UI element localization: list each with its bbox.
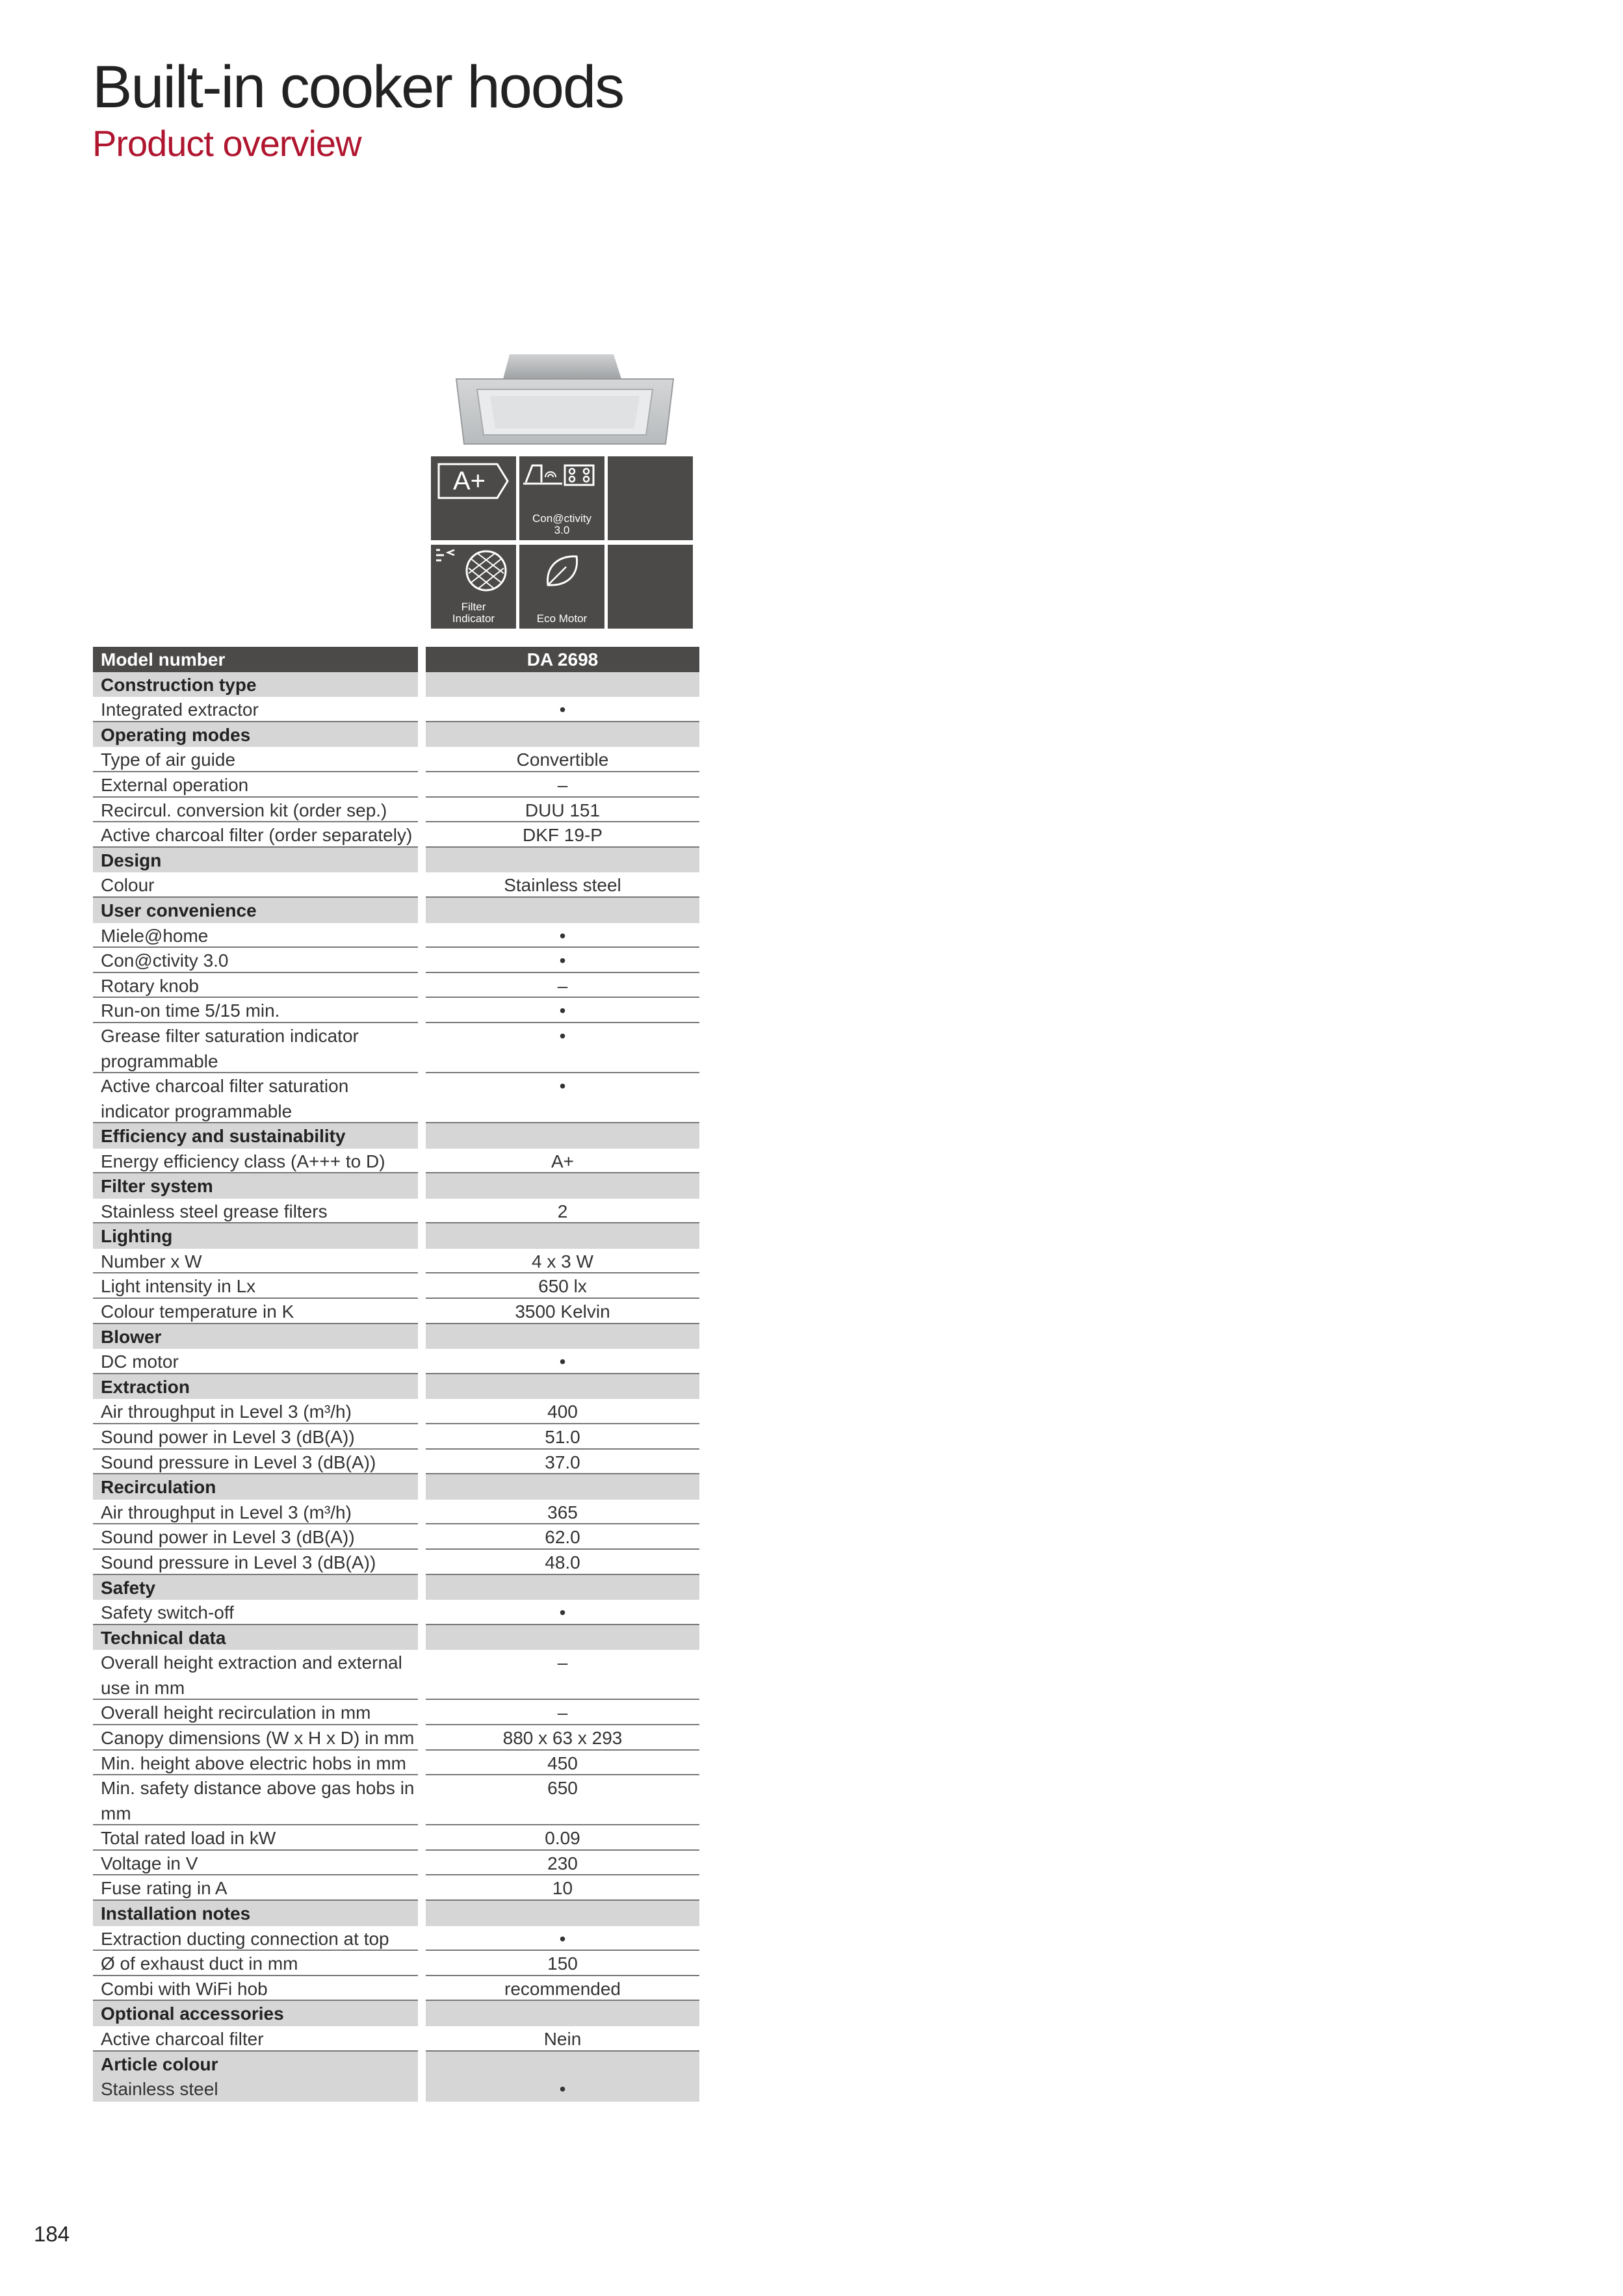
spec-value: – bbox=[426, 1700, 699, 1725]
page-number: 184 bbox=[34, 2222, 70, 2246]
spec-row bbox=[93, 1851, 699, 1876]
spec-row bbox=[93, 772, 699, 798]
spec-value: Stainless steel bbox=[426, 872, 699, 898]
energy-class-label: A+ bbox=[453, 467, 486, 495]
spec-label: Safety bbox=[93, 1575, 418, 1600]
spec-row bbox=[93, 747, 699, 772]
spec-row bbox=[93, 872, 699, 898]
spec-value: 51.0 bbox=[426, 1424, 699, 1450]
spec-label: Colour temperature in K bbox=[93, 1299, 418, 1324]
spec-value: – bbox=[426, 772, 699, 798]
spec-label: External operation bbox=[93, 772, 418, 798]
spec-value: • bbox=[426, 1600, 699, 1625]
filter-indicator-caption: Filter Indicator bbox=[452, 600, 495, 625]
spec-label: Lighting bbox=[93, 1223, 418, 1249]
spec-row bbox=[93, 1199, 699, 1224]
spec-value bbox=[426, 1223, 699, 1249]
spec-label: Overall height recirculation in mm bbox=[93, 1700, 418, 1725]
empty-tile bbox=[608, 456, 693, 540]
spec-value: recommended bbox=[426, 1976, 699, 2002]
spec-label: DC motor bbox=[93, 1349, 418, 1374]
spec-label: Active charcoal filter (order separately) bbox=[93, 822, 418, 848]
spec-row bbox=[93, 923, 699, 948]
spec-value: • bbox=[426, 697, 699, 722]
spec-value: • bbox=[426, 1073, 699, 1123]
spec-row bbox=[93, 697, 699, 722]
spec-value: 880 x 63 x 293 bbox=[426, 1725, 699, 1751]
spec-label: Recirculation bbox=[93, 1474, 418, 1500]
spec-label: Safety switch-off bbox=[93, 1600, 418, 1625]
spec-label: Blower bbox=[93, 1324, 418, 1350]
spec-value: – bbox=[426, 973, 699, 998]
eco-motor-tile bbox=[519, 545, 604, 629]
cooker-hood-product-image bbox=[451, 353, 679, 447]
spec-row bbox=[93, 1399, 699, 1424]
section-header-row bbox=[93, 2001, 699, 2026]
connectivity-tile bbox=[519, 456, 604, 540]
spec-value: 650 lx bbox=[426, 1273, 699, 1299]
feature-icons-grid bbox=[431, 456, 694, 632]
empty-tile bbox=[608, 545, 693, 629]
spec-row bbox=[93, 1299, 699, 1324]
spec-value: A+ bbox=[426, 1149, 699, 1174]
spec-value: 365 bbox=[426, 1500, 699, 1525]
spec-value: 450 bbox=[426, 1751, 699, 1776]
spec-value bbox=[426, 1575, 699, 1600]
page-subtitle: Product overview bbox=[92, 123, 361, 164]
spec-label: Total rated load in kW bbox=[93, 1825, 418, 1851]
spec-row bbox=[93, 1775, 699, 1825]
spec-value: • bbox=[426, 1349, 699, 1374]
spec-value bbox=[426, 1901, 699, 1926]
spec-row bbox=[93, 2076, 699, 2102]
spec-label: Sound power in Level 3 (dB(A)) bbox=[93, 1524, 418, 1550]
spec-label: Technical data bbox=[93, 1625, 418, 1650]
spec-row bbox=[93, 1450, 699, 1475]
section-header-row bbox=[93, 1901, 699, 1926]
spec-label: Sound pressure in Level 3 (dB(A)) bbox=[93, 1450, 418, 1475]
spec-row bbox=[93, 1650, 699, 1700]
section-header-row bbox=[93, 672, 699, 698]
spec-label: Ø of exhaust duct in mm bbox=[93, 1951, 418, 1976]
spec-value bbox=[426, 2001, 699, 2026]
spec-row bbox=[93, 1149, 699, 1174]
spec-row bbox=[93, 1600, 699, 1625]
spec-label: Rotary knob bbox=[93, 973, 418, 998]
spec-row bbox=[93, 1500, 699, 1525]
spec-row bbox=[93, 1524, 699, 1550]
energy-label-tile bbox=[431, 456, 516, 540]
section-header-row bbox=[93, 722, 699, 748]
spec-label: Active charcoal filter bbox=[93, 2026, 418, 2052]
spec-row bbox=[93, 798, 699, 823]
spec-value bbox=[426, 848, 699, 873]
spec-row bbox=[93, 1976, 699, 2002]
section-header-row bbox=[93, 2052, 699, 2077]
spec-value: 650 bbox=[426, 1775, 699, 1825]
section-header-row bbox=[93, 1575, 699, 1600]
spec-value: DKF 19-P bbox=[426, 822, 699, 848]
spec-label: Fuse rating in A bbox=[93, 1875, 418, 1901]
spec-value bbox=[426, 722, 699, 748]
spec-value: • bbox=[426, 998, 699, 1023]
spec-value: DA 2698 bbox=[426, 647, 699, 672]
section-header-row bbox=[93, 1324, 699, 1350]
spec-value: • bbox=[426, 2076, 699, 2102]
spec-label: Number x W bbox=[93, 1249, 418, 1274]
spec-row bbox=[93, 1751, 699, 1776]
spec-value: 150 bbox=[426, 1951, 699, 1976]
spec-label: Design bbox=[93, 848, 418, 873]
spec-label: Run-on time 5/15 min. bbox=[93, 998, 418, 1023]
spec-row bbox=[93, 1249, 699, 1274]
section-header-row bbox=[93, 1474, 699, 1500]
section-header-row bbox=[93, 1223, 699, 1249]
section-header-row bbox=[93, 1625, 699, 1650]
spec-label: Type of air guide bbox=[93, 747, 418, 772]
spec-label: Con@ctivity 3.0 bbox=[93, 948, 418, 973]
spec-label: Recircul. conversion kit (order sep.) bbox=[93, 798, 418, 823]
spec-label: Extraction bbox=[93, 1374, 418, 1400]
spec-label: Miele@home bbox=[93, 923, 418, 948]
spec-row bbox=[93, 1023, 699, 1073]
spec-label: Integrated extractor bbox=[93, 697, 418, 722]
spec-label: Air throughput in Level 3 (m³/h) bbox=[93, 1500, 418, 1525]
spec-value bbox=[426, 1173, 699, 1199]
spec-label: Filter system bbox=[93, 1173, 418, 1199]
section-header-row bbox=[93, 848, 699, 873]
spec-row bbox=[93, 1073, 699, 1123]
spec-label: User convenience bbox=[93, 898, 418, 923]
spec-label: Colour bbox=[93, 872, 418, 898]
spec-value: Nein bbox=[426, 2026, 699, 2052]
spec-label: Optional accessories bbox=[93, 2001, 418, 2026]
spec-value: • bbox=[426, 948, 699, 973]
section-header-row bbox=[93, 1173, 699, 1199]
model-number-row bbox=[93, 647, 699, 672]
spec-value bbox=[426, 898, 699, 923]
spec-label: Efficiency and sustainability bbox=[93, 1123, 418, 1149]
spec-value bbox=[426, 1324, 699, 1350]
spec-value: 37.0 bbox=[426, 1450, 699, 1475]
spec-value bbox=[426, 2052, 699, 2077]
spec-row bbox=[93, 998, 699, 1023]
spec-row bbox=[93, 1349, 699, 1374]
spec-label: Sound pressure in Level 3 (dB(A)) bbox=[93, 1550, 418, 1575]
spec-label: Min. height above electric hobs in mm bbox=[93, 1751, 418, 1776]
spec-value bbox=[426, 672, 699, 698]
spec-label: Grease filter saturation indicator programmable bbox=[93, 1023, 418, 1073]
spec-value: 4 x 3 W bbox=[426, 1249, 699, 1274]
spec-label: Installation notes bbox=[93, 1901, 418, 1926]
spec-label: Light intensity in Lx bbox=[93, 1273, 418, 1299]
section-header-row bbox=[93, 1374, 699, 1400]
spec-label: Voltage in V bbox=[93, 1851, 418, 1876]
spec-value: 230 bbox=[426, 1851, 699, 1876]
spec-label: Stainless steel grease filters bbox=[93, 1199, 418, 1224]
spec-row bbox=[93, 1700, 699, 1725]
spec-label: Operating modes bbox=[93, 722, 418, 748]
spec-row bbox=[93, 1273, 699, 1299]
spec-row bbox=[93, 1725, 699, 1751]
spec-label: Sound power in Level 3 (dB(A)) bbox=[93, 1424, 418, 1450]
spec-value bbox=[426, 1123, 699, 1149]
spec-value: 2 bbox=[426, 1199, 699, 1224]
spec-value: 400 bbox=[426, 1399, 699, 1424]
spec-row bbox=[93, 1825, 699, 1851]
spec-label: Article colour bbox=[93, 2052, 418, 2077]
spec-label: Combi with WiFi hob bbox=[93, 1976, 418, 2002]
spec-label: Air throughput in Level 3 (m³/h) bbox=[93, 1399, 418, 1424]
eco-motor-caption: Eco Motor bbox=[536, 612, 588, 625]
spec-row bbox=[93, 1424, 699, 1450]
spec-label: Min. safety distance above gas hobs in mm bbox=[93, 1775, 418, 1825]
section-header-row bbox=[93, 898, 699, 923]
spec-value bbox=[426, 1474, 699, 1500]
spec-value: 10 bbox=[426, 1875, 699, 1901]
spec-value: • bbox=[426, 1023, 699, 1073]
spec-value bbox=[426, 1374, 699, 1400]
spec-value bbox=[426, 1625, 699, 1650]
connectivity-caption: Con@ctivity 3.0 bbox=[532, 512, 591, 537]
spec-label: Energy efficiency class (A+++ to D) bbox=[93, 1149, 418, 1174]
spec-row bbox=[93, 822, 699, 848]
spec-value: • bbox=[426, 1926, 699, 1951]
spec-row bbox=[93, 1926, 699, 1951]
spec-value: 62.0 bbox=[426, 1524, 699, 1550]
spec-label: Model number bbox=[93, 647, 418, 672]
spec-row bbox=[93, 973, 699, 998]
page-title: Built-in cooker hoods bbox=[92, 54, 624, 120]
spec-value: – bbox=[426, 1650, 699, 1700]
spec-label: Overall height extraction and external use in mm bbox=[93, 1650, 418, 1700]
spec-row bbox=[93, 1951, 699, 1976]
spec-label: Construction type bbox=[93, 672, 418, 698]
spec-value: 48.0 bbox=[426, 1550, 699, 1575]
spec-value: • bbox=[426, 923, 699, 948]
spec-row bbox=[93, 1875, 699, 1901]
spec-value: 0.09 bbox=[426, 1825, 699, 1851]
filter-indicator-tile bbox=[431, 545, 516, 629]
specifications-table bbox=[93, 647, 699, 2102]
spec-label: Extraction ducting connection at top bbox=[93, 1926, 418, 1951]
spec-label: Stainless steel bbox=[93, 2076, 418, 2102]
spec-row bbox=[93, 948, 699, 973]
spec-row bbox=[93, 1550, 699, 1575]
spec-label: Active charcoal filter saturation indicator programmable bbox=[93, 1073, 418, 1123]
spec-value: 3500 Kelvin bbox=[426, 1299, 699, 1324]
spec-value: DUU 151 bbox=[426, 798, 699, 823]
spec-value: Convertible bbox=[426, 747, 699, 772]
section-header-row bbox=[93, 1123, 699, 1149]
spec-row bbox=[93, 2026, 699, 2052]
spec-label: Canopy dimensions (W x H x D) in mm bbox=[93, 1725, 418, 1751]
